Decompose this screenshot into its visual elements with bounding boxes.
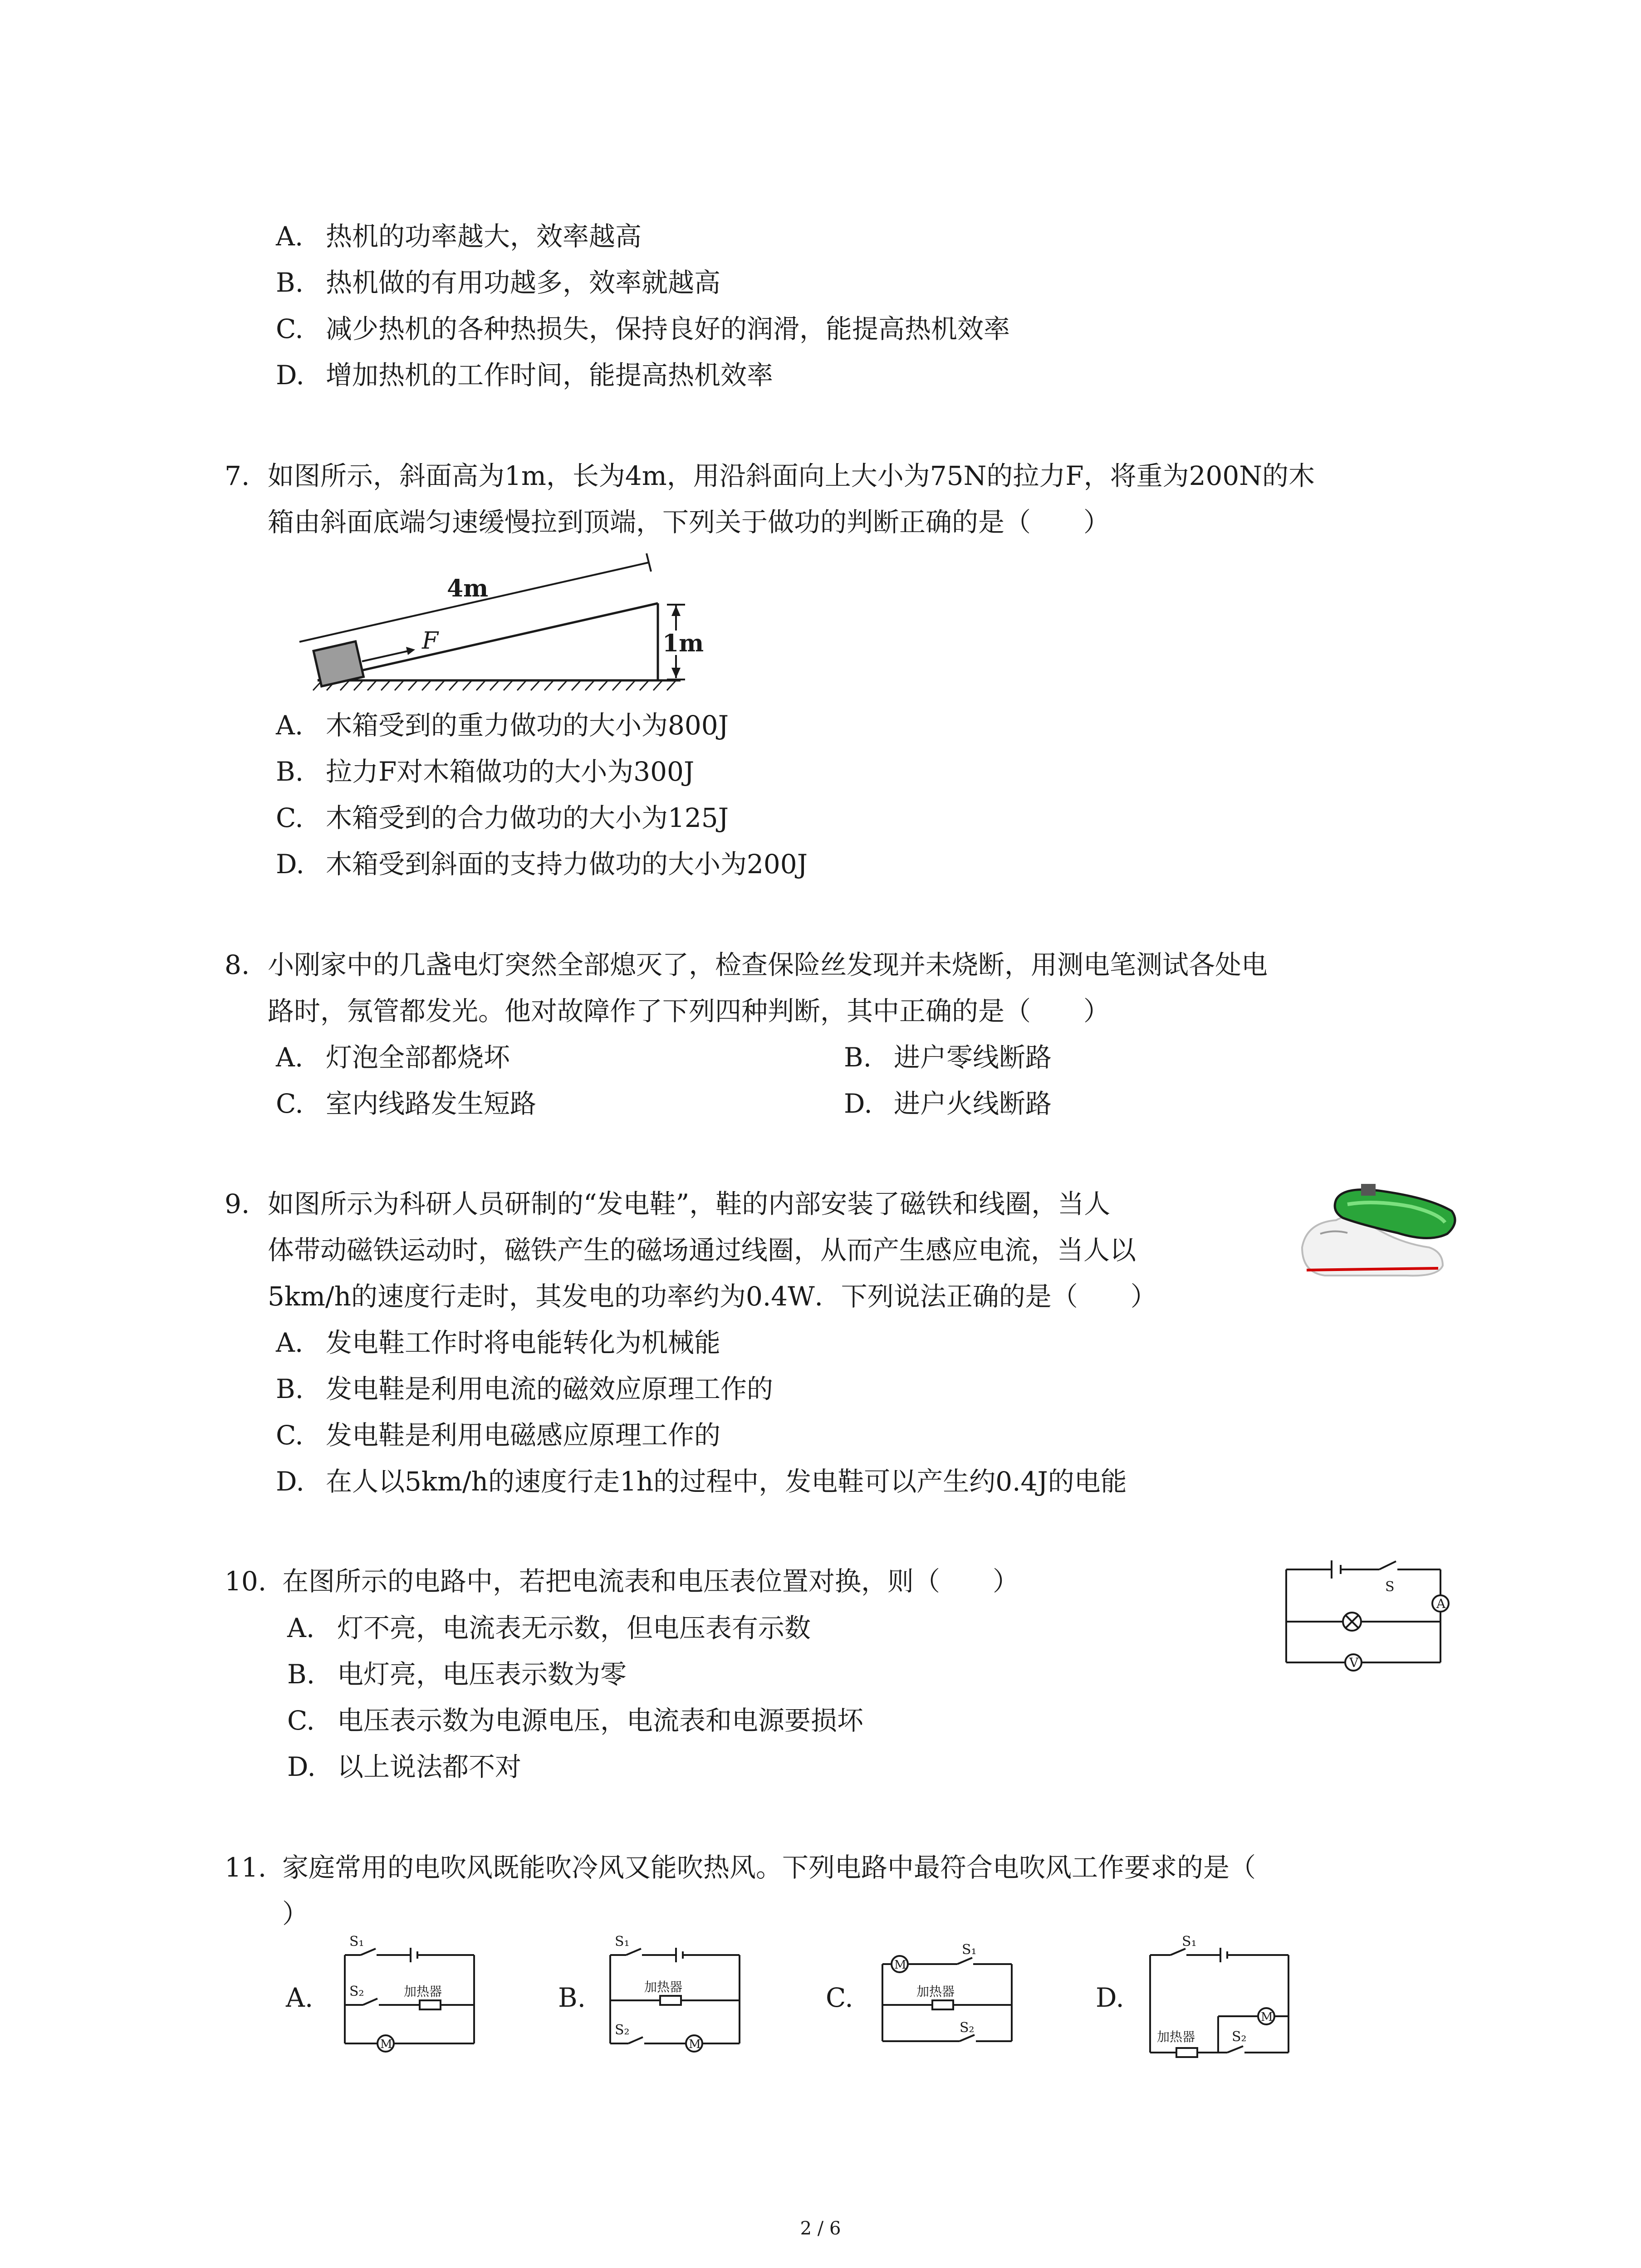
q11-circuit-a — [336, 1932, 485, 2068]
q11-circuit-b-letter: B. — [558, 1982, 586, 2013]
q9-option-c: C. 发电鞋是利用电磁感应原理工作的 — [276, 1420, 721, 1451]
q11-number: 11. — [225, 1852, 267, 1883]
svg-text:S₂: S₂ — [349, 1984, 364, 1999]
q7-option-a: A. 木箱受到的重力做功的大小为800J — [276, 710, 729, 741]
svg-text:M: M — [380, 2038, 392, 2051]
q8-stem-line2: 路时，氖管都发光。他对故障作了下列四种判断，其中正确的是（ ） — [268, 996, 1110, 1026]
wooden-box — [314, 641, 363, 686]
q7-incline-figure — [290, 544, 717, 699]
q8-option-b: B. 进户零线断路 — [844, 1042, 1052, 1073]
q10-option-b: B. 电灯亮，电压表示数为零 — [287, 1659, 627, 1690]
q9-option-a: A. 发电鞋工作时将电能转化为机械能 — [276, 1327, 721, 1358]
q8-option-d: D. 进户火线断路 — [844, 1088, 1052, 1119]
q10-option-c: C. 电压表示数为电源电压，电流表和电源要损坏 — [287, 1705, 864, 1736]
q6-option-a: A. 热机的功率越大，效率越高 — [276, 221, 642, 252]
q9-option-d: D. 在人以5km/h的速度行走1h的过程中，发电鞋可以产生约0.4J的电能 — [276, 1466, 1127, 1497]
svg-text:加热器: 加热器 — [1157, 2029, 1195, 2044]
q8-option-a: A. 灯泡全部都烧坏 — [276, 1042, 510, 1073]
q9-stem-line1: 如图所示为科研人员研制的“发电鞋”，鞋的内部安装了磁铁和线圈，当人 — [268, 1188, 1111, 1219]
page-number: 2 / 6 — [800, 2218, 841, 2239]
q11-circuit-c-letter: C. — [826, 1982, 853, 2013]
force-label: F — [422, 627, 439, 655]
q9-number: 9. — [225, 1188, 250, 1219]
svg-text:S₁: S₁ — [1182, 1934, 1197, 1950]
q11-circuit-c — [873, 1932, 1023, 2068]
svg-text:M: M — [894, 1958, 906, 1972]
svg-text:S₁: S₁ — [962, 1942, 977, 1958]
q11-circuit-a-letter: A. — [286, 1982, 314, 2013]
length-label: 4m — [447, 575, 489, 602]
q8-option-c: C. 室内线路发生短路 — [276, 1088, 537, 1119]
q7-option-d: D. 木箱受到斜面的支持力做功的大小为200J — [276, 849, 808, 880]
ground-hatching — [313, 680, 676, 690]
q11-circuit-b — [601, 1932, 751, 2068]
svg-text:V: V — [1349, 1655, 1359, 1670]
ammeter-symbol — [1432, 1595, 1449, 1612]
q10-stem-line1: 在图所示的电路中，若把电流表和电压表位置对换，则（ ） — [282, 1566, 1019, 1597]
voltmeter-symbol — [1345, 1654, 1362, 1671]
q7-option-b: B. 拉力F对木箱做功的大小为300J — [276, 756, 695, 787]
force-arrow — [362, 650, 411, 661]
svg-text:A: A — [1436, 1596, 1446, 1611]
svg-text:S₂: S₂ — [960, 2020, 975, 2036]
svg-text:S₂: S₂ — [1232, 2029, 1247, 2045]
q9-option-b: B. 发电鞋是利用电流的磁效应原理工作的 — [276, 1374, 774, 1404]
svg-text:M: M — [1261, 2010, 1273, 2024]
q7-stem-line2: 箱由斜面底端匀速缓慢拉到顶端，下列关于做功的判断正确的是（ ） — [268, 507, 1110, 538]
q10-option-a: A. 灯不亮，电流表无示数，但电压表有示数 — [287, 1613, 811, 1643]
q9-stem-line2: 体带动磁铁运动时，磁铁产生的磁场通过线圈，从而产生感应电流，当人以 — [268, 1235, 1136, 1266]
q11-circuit-d — [1141, 1932, 1304, 2073]
svg-text:S₁: S₁ — [349, 1934, 364, 1950]
q7-number: 7. — [225, 460, 250, 491]
incline-surface — [318, 603, 658, 680]
q11-stem-line1: 家庭常用的电吹风既能吹冷风又能吹热风。下列电路中最符合电吹风工作要求的是（ — [282, 1852, 1256, 1883]
svg-text:加热器: 加热器 — [916, 1984, 955, 1999]
q10-number: 10. — [225, 1566, 267, 1597]
q7-option-c: C. 木箱受到的合力做功的大小为125J — [276, 802, 729, 833]
q8-stem-line1: 小刚家中的几盏电灯突然全部熄灭了，检查保险丝发现并未烧断，用测电笔测试各处电 — [268, 949, 1268, 980]
q10-circuit-figure — [1277, 1556, 1459, 1678]
q6-option-b: B. 热机做的有用功越多，效率就越高 — [276, 267, 721, 298]
svg-text:加热器: 加热器 — [404, 1984, 442, 1999]
power-shoe-image — [1293, 1179, 1461, 1288]
svg-text:S₁: S₁ — [615, 1934, 630, 1950]
q10-option-d: D. 以上说法都不对 — [287, 1751, 522, 1782]
height-label: 1m — [662, 630, 704, 657]
q6-option-d: D. 增加热机的工作时间，能提高热机效率 — [276, 360, 774, 391]
lamp-symbol — [1343, 1613, 1361, 1631]
q11-stem-line2: ） — [282, 1898, 309, 1929]
svg-text:加热器: 加热器 — [644, 1980, 683, 1994]
q7-stem-line1: 如图所示，斜面高为1m，长为4m，用沿斜面向上大小为75N的拉力F，将重为200N的木 — [268, 460, 1315, 491]
q9-stem-line3: 5km/h的速度行走时，其发电的功率约为0.4W．下列说法正确的是（ ） — [268, 1281, 1157, 1312]
svg-text:S₂: S₂ — [615, 2022, 630, 2038]
q8-number: 8. — [225, 949, 250, 980]
switch-label: S — [1385, 1579, 1395, 1595]
q11-circuit-d-letter: D. — [1096, 1982, 1124, 2013]
svg-text:M: M — [689, 2038, 701, 2051]
q6-option-c: C. 减少热机的各种热损失，保持良好的润滑，能提高热机效率 — [276, 313, 1010, 344]
